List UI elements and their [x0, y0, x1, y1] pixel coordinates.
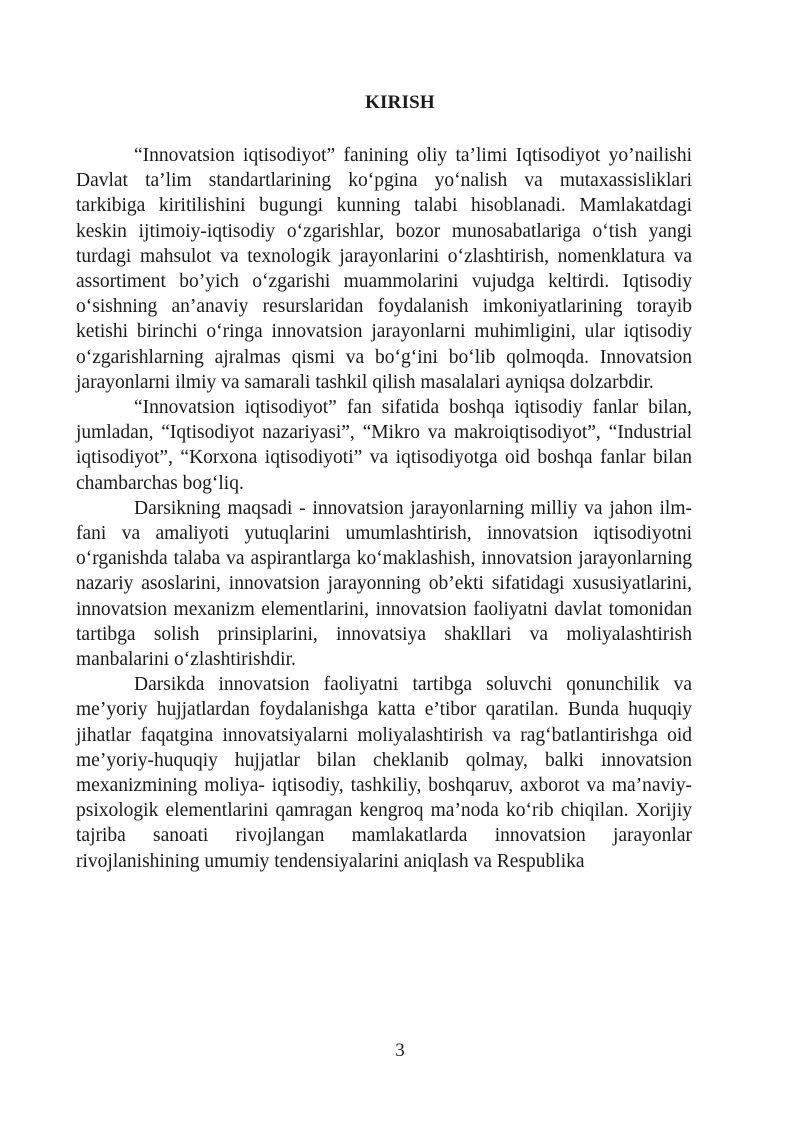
- section-title: KIRISH: [365, 92, 435, 113]
- paragraph-related-subjects: “Innovatsion iqtisodiyot” fan sifatida boshqa iqtisodiy fanlar bilan, jumladan, “Iqtisodiyot nazariyasi”, “Mikro va makroiqtisodiyot”, “Industrial iqtisodiyot”, “Korxona iqtisodiyoti” va iqtisodiyotga oid boshqa fanlar bilan chambarchas bog‘liq.: [76, 397, 692, 494]
- body-text: [76, 143, 692, 874]
- page-number: 3: [395, 1040, 405, 1061]
- paragraph-goal: Darsikning maqsadi - innovatsion jarayonlarning milliy va jahon ilm-fani va amaliyoti yutuqlarini umumlashtirish, innovatsion iqtisodiyotni o‘rganishda talaba va aspirantlarga ko‘maklashish, innovatsion jarayonlarning nazariy asoslarini, innovatsion jarayonning ob’ekti sifatidagi xususiyatlarini, innovatsion mexanizm elementlarini, innovatsion faoliyatni davlat tomonidan tartibga solish prinsiplarini, innovatsiya shakllari va moliyalashtirish manbalarini o‘zlashtirishdir.: [76, 497, 692, 671]
- paragraph-intro: “Innovatsion iqtisodiyot” fanining oliy ta’limi Iqtisodiyot yo’nailishi Davlat ta’lim standartlarining ko‘pgina yo‘nalish va mutaxassisliklari tarkibiga kiritilishini bugungi kunning talabi hisoblanadi. Mamlakatdagi keskin ijtimoiy-iqtisodiy o‘zgarishlar, bozor munosabatlariga o‘tish yangi turdagi mahsulot va texnologik jarayonlarini o‘zlashtirish, nomenklatura va assortiment bo’yich o‘zgarishi muammolarini vujudga keltirdi. Iqtisodiy o‘sishning an’anaviy resurslaridan foydalanish imkoniyatlarining torayib ketishi birinchi o‘ringa innovatsion jarayonlarni muhimligini, ular iqtisodiy o‘zgarishlarning ajralmas qismi va bo‘g‘ini bo‘lib qolmoqda. Innovatsion jarayonlarni ilmiy va samarali tashkil qilish masalalari ayniqsa dolzarbdir.: [76, 145, 692, 393]
- paragraph-legal-aspects: Darsikda innovatsion faoliyatni tartibga soluvchi qonunchilik va me’yoriy hujjatlardan foydalanishga katta e’tibor qaratilan. Bunda huquqiy jihatlar faqatgina innovatsiyalarni moliyalashtirish va rag‘batlantirishga oid me’yoriy-huquqiy hujjatlar bilan cheklanib qolmay, balki innovatsion mexanizmining moliya- iqtisodiy, tashkiliy, boshqaruv, axborot va ma’naviy-psixologik elementlarini qamragan kengroq ma’noda ko‘rib chiqilan. Xorijiy tajriba sanoati rivojlangan mamlakatlarda innovatsion jarayonlar rivojlanishining umumiy tendensiyalarini aniqlash va Respublika: [76, 674, 692, 872]
